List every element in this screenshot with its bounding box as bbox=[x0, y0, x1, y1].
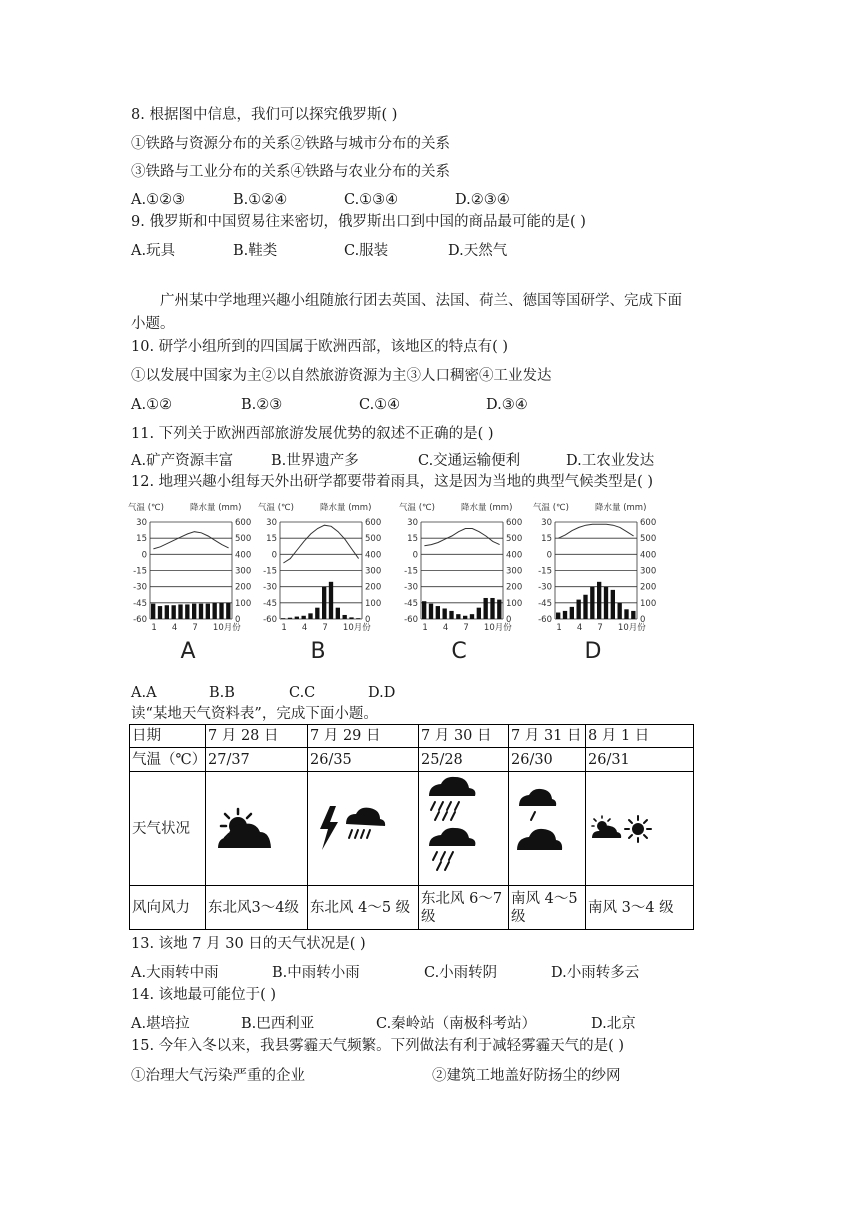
precip-bar bbox=[577, 600, 581, 619]
precip-bar bbox=[422, 601, 426, 619]
light-rain-cloudy-icons bbox=[511, 774, 583, 884]
precip-bar bbox=[281, 618, 285, 619]
q10-option-b: B.②③ bbox=[241, 397, 283, 413]
q9-option-b: B.鞋类 bbox=[233, 243, 278, 259]
precip-tick-label: 400 bbox=[235, 550, 252, 561]
moderate-rain-icon bbox=[429, 827, 475, 869]
precip-bar bbox=[349, 617, 353, 619]
precip-bar bbox=[470, 614, 474, 619]
status-cell bbox=[206, 772, 308, 886]
partly-cloudy-sunny-icons bbox=[588, 774, 691, 884]
status-cell bbox=[419, 772, 509, 886]
temp-tick-label: 0 bbox=[412, 550, 418, 561]
q14-stem: 14. 该地最可能位于( ) bbox=[131, 987, 277, 1003]
temp-row bbox=[130, 748, 694, 772]
precip-bar bbox=[497, 600, 501, 619]
precip-tick-label: 0 bbox=[235, 615, 241, 625]
q10-option-a: A.①② bbox=[131, 397, 173, 413]
wind-cell: 南风 3～4 级 bbox=[586, 886, 694, 930]
precip-bar bbox=[219, 603, 223, 619]
q10-option-c: C.①④ bbox=[359, 397, 401, 413]
x-tick-label: 1 bbox=[151, 623, 157, 633]
temp-tick-label: 30 bbox=[407, 518, 418, 528]
precip-bar bbox=[583, 595, 587, 619]
status-cell bbox=[308, 772, 419, 886]
q8-item2: ③铁路与工业分布的关系④铁路与农业分布的关系 bbox=[131, 164, 450, 180]
precip-tick-label: 0 bbox=[365, 615, 371, 625]
temp-tick-label: 0 bbox=[141, 550, 147, 561]
precip-bar bbox=[449, 611, 453, 619]
q12-stem: 12. 地理兴趣小组每天外出研学都要带着雨具，这是因为当地的典型气候类型是( ) bbox=[131, 474, 654, 490]
precip-bar bbox=[308, 613, 312, 619]
precip-bar bbox=[477, 608, 481, 619]
q9-option-a: A.玩具 bbox=[131, 243, 176, 259]
precip-bar bbox=[429, 604, 433, 619]
precip-bar bbox=[590, 587, 594, 619]
precip-bar bbox=[295, 617, 299, 619]
q12-option-b: B.B bbox=[209, 685, 235, 701]
q15-item1: ①治理大气污染严重的企业 bbox=[131, 1068, 305, 1084]
date-cell: 8 月 1 日 bbox=[586, 725, 694, 748]
chart-label: B bbox=[310, 639, 326, 664]
status-row bbox=[130, 772, 694, 886]
precip-bar bbox=[302, 616, 306, 619]
precip-tick-label: 200 bbox=[506, 582, 523, 593]
precip-bar bbox=[343, 615, 347, 619]
q11-option-a: A.矿产资源丰富 bbox=[131, 453, 234, 469]
precip-tick-label: 100 bbox=[365, 598, 382, 609]
precip-bar bbox=[490, 598, 494, 619]
thunder-moderate-rain-icons bbox=[310, 774, 416, 884]
precip-tick-label: 300 bbox=[640, 566, 657, 577]
temp-cell: 26/30 bbox=[509, 748, 586, 772]
intro-line2: 小题。 bbox=[131, 316, 175, 332]
x-tick-label: 10月份 bbox=[212, 623, 241, 633]
date-cell: 7 月 30 日 bbox=[419, 725, 509, 748]
status-cell bbox=[586, 772, 694, 886]
precip-bar bbox=[226, 603, 230, 619]
cloudy-icon bbox=[517, 828, 562, 849]
temp-axis-title: 气温 (℃) bbox=[399, 503, 435, 513]
x-tick-label: 4 bbox=[301, 623, 308, 633]
q8-option-d: D.②③④ bbox=[455, 192, 510, 208]
date-cell: 7 月 28 日 bbox=[206, 725, 308, 748]
temp-axis-title: 气温 (℃) bbox=[533, 503, 569, 513]
precip-axis-title: 降水量 (mm) bbox=[320, 503, 372, 513]
x-tick-label: 10月份 bbox=[617, 623, 646, 633]
precip-tick-label: 0 bbox=[640, 615, 646, 625]
moderate-rain-icon bbox=[346, 807, 385, 837]
temp-tick-label: -30 bbox=[404, 582, 418, 593]
q13-option-d: D.小雨转多云 bbox=[551, 965, 640, 981]
precip-bar bbox=[336, 608, 340, 619]
precip-axis-title: 降水量 (mm) bbox=[595, 503, 647, 513]
temp-tick-label: -15 bbox=[133, 566, 147, 577]
temp-tick-label: 30 bbox=[541, 518, 552, 528]
q13-option-b: B.中雨转小雨 bbox=[272, 965, 360, 981]
intro-line1: 广州某中学地理兴趣小组随旅行团去英国、法国、荷兰、德国等国研学、完成下面 bbox=[160, 293, 682, 309]
thunder-icon bbox=[320, 806, 338, 850]
x-tick-label: 1 bbox=[422, 623, 428, 633]
chart-label: A bbox=[180, 639, 196, 664]
temp-tick-label: -60 bbox=[263, 615, 277, 625]
sunny-icon bbox=[625, 816, 651, 842]
precip-bar bbox=[618, 603, 622, 619]
precip-bar bbox=[158, 606, 162, 619]
temperature-line bbox=[153, 532, 228, 549]
temp-tick-label: -30 bbox=[133, 582, 147, 593]
precip-bar bbox=[463, 616, 467, 619]
temp-tick-label: -60 bbox=[404, 615, 418, 625]
temp-axis-title: 气温 (℃) bbox=[258, 503, 294, 513]
precip-tick-label: 500 bbox=[640, 534, 657, 545]
precip-tick-label: 500 bbox=[506, 534, 523, 545]
temp-tick-label: 15 bbox=[407, 534, 418, 545]
x-tick-label: 1 bbox=[281, 623, 287, 633]
precip-tick-label: 400 bbox=[506, 550, 523, 561]
row-label-wind: 风向风力 bbox=[130, 886, 206, 930]
precip-bar bbox=[185, 604, 189, 619]
q11-option-c: C.交通运输便利 bbox=[418, 453, 521, 469]
wind-cell: 东北风 4～5 级 bbox=[308, 886, 419, 930]
precip-bar bbox=[556, 613, 560, 619]
q13-option-c: C.小雨转阴 bbox=[424, 965, 498, 981]
q12-option-d: D.D bbox=[368, 685, 396, 701]
precip-tick-label: 600 bbox=[365, 518, 382, 528]
q8-item1: ①铁路与资源分布的关系②铁路与城市分布的关系 bbox=[131, 136, 450, 152]
temp-tick-label: 30 bbox=[266, 518, 277, 528]
precip-tick-label: 400 bbox=[640, 550, 657, 561]
climate-charts bbox=[128, 498, 668, 664]
x-tick-label: 7 bbox=[192, 623, 198, 633]
precip-bar bbox=[456, 614, 460, 619]
precip-bar bbox=[165, 605, 169, 619]
temp-tick-label: -15 bbox=[538, 566, 552, 577]
precip-tick-label: 300 bbox=[506, 566, 523, 577]
precip-tick-label: 600 bbox=[640, 518, 657, 528]
precip-tick-label: 100 bbox=[640, 598, 657, 609]
temp-tick-label: 15 bbox=[541, 534, 552, 545]
precip-tick-label: 300 bbox=[365, 566, 382, 577]
wind-cell: 南风 4～5级 bbox=[509, 886, 586, 930]
precip-tick-label: 400 bbox=[365, 550, 382, 561]
light-rain-icon bbox=[519, 788, 556, 819]
temp-tick-label: 15 bbox=[136, 534, 147, 545]
temp-tick-label: 30 bbox=[136, 518, 147, 528]
q8-option-a: A.①②③ bbox=[131, 192, 186, 208]
temp-tick-label: -30 bbox=[263, 582, 277, 593]
precip-tick-label: 100 bbox=[235, 598, 252, 609]
precip-bar bbox=[322, 587, 326, 619]
temp-tick-label: -15 bbox=[404, 566, 418, 577]
q14-option-d: D.北京 bbox=[591, 1016, 636, 1032]
temp-cell: 27/37 bbox=[206, 748, 308, 772]
q10-stem: 10. 研学小组所到的四国属于欧洲西部，该地区的特点有( ) bbox=[131, 339, 509, 355]
row-label-status: 天气状况 bbox=[130, 772, 206, 886]
q8-option-b: B.①②④ bbox=[233, 192, 288, 208]
temperature-line bbox=[424, 529, 499, 546]
temp-tick-label: -45 bbox=[133, 598, 147, 609]
partly-cloudy-icon bbox=[592, 816, 621, 838]
precip-bar bbox=[329, 582, 333, 619]
temp-cell: 25/28 bbox=[419, 748, 509, 772]
wind-cell: 东北风 6～7级 bbox=[419, 886, 509, 930]
precip-tick-label: 200 bbox=[640, 582, 657, 593]
precip-tick-label: 0 bbox=[506, 615, 512, 625]
q11-stem: 11. 下列关于欧洲西部旅游发展优势的叙述不正确的是( ) bbox=[131, 426, 494, 442]
q13-option-a: A.大雨转中雨 bbox=[131, 965, 219, 981]
precip-bar bbox=[604, 587, 608, 619]
status-cell bbox=[509, 772, 586, 886]
precip-bar bbox=[436, 606, 440, 619]
precip-axis-title: 降水量 (mm) bbox=[190, 503, 242, 513]
precip-tick-label: 200 bbox=[365, 582, 382, 593]
wind-cell: 东北风3～4级 bbox=[206, 886, 308, 930]
precip-axis-title: 降水量 (mm) bbox=[461, 503, 513, 513]
date-row bbox=[130, 725, 694, 748]
precip-tick-label: 600 bbox=[235, 518, 252, 528]
precip-tick-label: 600 bbox=[506, 518, 523, 528]
q12-option-c: C.C bbox=[289, 685, 316, 701]
temp-tick-label: -60 bbox=[133, 615, 147, 625]
intro2: 读“某地天气资料表”，完成下面小题。 bbox=[131, 706, 378, 722]
x-tick-label: 10月份 bbox=[342, 623, 371, 633]
temp-tick-label: -45 bbox=[263, 598, 277, 609]
x-tick-label: 4 bbox=[442, 623, 449, 633]
chart-label: D bbox=[584, 639, 602, 664]
x-tick-label: 4 bbox=[171, 623, 178, 633]
precip-bar bbox=[315, 608, 319, 619]
temp-axis-title: 气温 (℃) bbox=[128, 503, 164, 513]
wind-row bbox=[130, 886, 694, 930]
precip-tick-label: 300 bbox=[235, 566, 252, 577]
precip-bar bbox=[192, 604, 196, 619]
q8-option-c: C.①③④ bbox=[344, 192, 399, 208]
precip-bar bbox=[563, 611, 567, 619]
q10-option-d: D.③④ bbox=[486, 397, 528, 413]
q8-stem: 8. 根据图中信息，我们可以探究俄罗斯( ) bbox=[131, 107, 398, 123]
precip-bar bbox=[206, 604, 210, 619]
precip-tick-label: 200 bbox=[235, 582, 252, 593]
x-tick-label: 1 bbox=[556, 623, 562, 633]
precip-bar bbox=[199, 604, 203, 619]
q14-option-a: A.堪培拉 bbox=[131, 1016, 190, 1032]
temp-tick-label: -30 bbox=[538, 582, 552, 593]
temp-cell: 26/31 bbox=[586, 748, 694, 772]
precip-bar bbox=[178, 604, 182, 619]
precip-bar bbox=[356, 618, 360, 619]
q9-option-c: C.服装 bbox=[344, 243, 389, 259]
q10-items: ①以发展中国家为主②以自然旅游资源为主③人口稠密④工业发达 bbox=[131, 368, 552, 384]
precip-tick-label: 500 bbox=[365, 534, 382, 545]
temp-cell: 26/35 bbox=[308, 748, 419, 772]
temp-tick-label: -45 bbox=[404, 598, 418, 609]
precip-bar bbox=[151, 604, 155, 619]
precip-bar bbox=[611, 590, 615, 619]
temp-tick-label: -45 bbox=[538, 598, 552, 609]
precip-bar bbox=[624, 609, 628, 619]
precip-bar bbox=[597, 582, 601, 619]
row-label-temp: 气温（℃） bbox=[130, 748, 206, 772]
weather-table bbox=[129, 724, 694, 930]
precip-bar bbox=[631, 611, 635, 619]
row-label-date: 日期 bbox=[130, 725, 206, 748]
heavy-rain-icon bbox=[429, 776, 475, 819]
heavy-moderate-rain-icons bbox=[421, 774, 506, 884]
partly-cloudy-icon bbox=[208, 774, 305, 884]
q11-option-d: D.工农业发达 bbox=[566, 453, 655, 469]
temp-tick-label: -60 bbox=[538, 615, 552, 625]
q14-option-c: C.秦岭站（南极科考站） bbox=[376, 1016, 537, 1032]
temp-tick-label: 0 bbox=[546, 550, 552, 561]
temperature-line bbox=[283, 525, 358, 563]
q9-option-d: D.天然气 bbox=[448, 243, 508, 259]
q14-option-b: B.巴西利亚 bbox=[241, 1016, 315, 1032]
precip-bar bbox=[443, 608, 447, 619]
q15-item2: ②建筑工地盖好防扬尘的纱网 bbox=[432, 1068, 621, 1084]
q12-option-a: A.A bbox=[131, 685, 157, 701]
date-cell: 7 月 29 日 bbox=[308, 725, 419, 748]
x-tick-label: 4 bbox=[576, 623, 583, 633]
q15-stem: 15. 今年入冬以来，我县雾霾天气频繁。下列做法有利于减轻雾霾天气的是( ) bbox=[131, 1038, 625, 1054]
x-tick-label: 7 bbox=[322, 623, 328, 633]
temp-tick-label: 15 bbox=[266, 534, 277, 545]
precip-bar bbox=[213, 603, 217, 619]
q9-stem: 9. 俄罗斯和中国贸易往来密切，俄罗斯出口到中国的商品最可能的是( ) bbox=[131, 214, 586, 230]
date-cell: 7 月 31 日 bbox=[509, 725, 586, 748]
q13-stem: 13. 该地 7 月 30 日的天气状况是( ) bbox=[131, 936, 366, 952]
precip-tick-label: 500 bbox=[235, 534, 252, 545]
x-tick-label: 7 bbox=[463, 623, 469, 633]
x-tick-label: 10月份 bbox=[483, 623, 512, 633]
precip-bar bbox=[172, 605, 176, 619]
precip-bar bbox=[288, 618, 292, 619]
q11-option-b: B.世界遗产多 bbox=[271, 453, 359, 469]
temp-tick-label: 0 bbox=[271, 550, 277, 561]
precip-bar bbox=[570, 607, 574, 619]
x-tick-label: 7 bbox=[597, 623, 603, 633]
temp-tick-label: -15 bbox=[263, 566, 277, 577]
precip-tick-label: 100 bbox=[506, 598, 523, 609]
chart-label: C bbox=[451, 639, 467, 664]
temperature-line bbox=[558, 524, 633, 538]
precip-bar bbox=[484, 598, 488, 619]
